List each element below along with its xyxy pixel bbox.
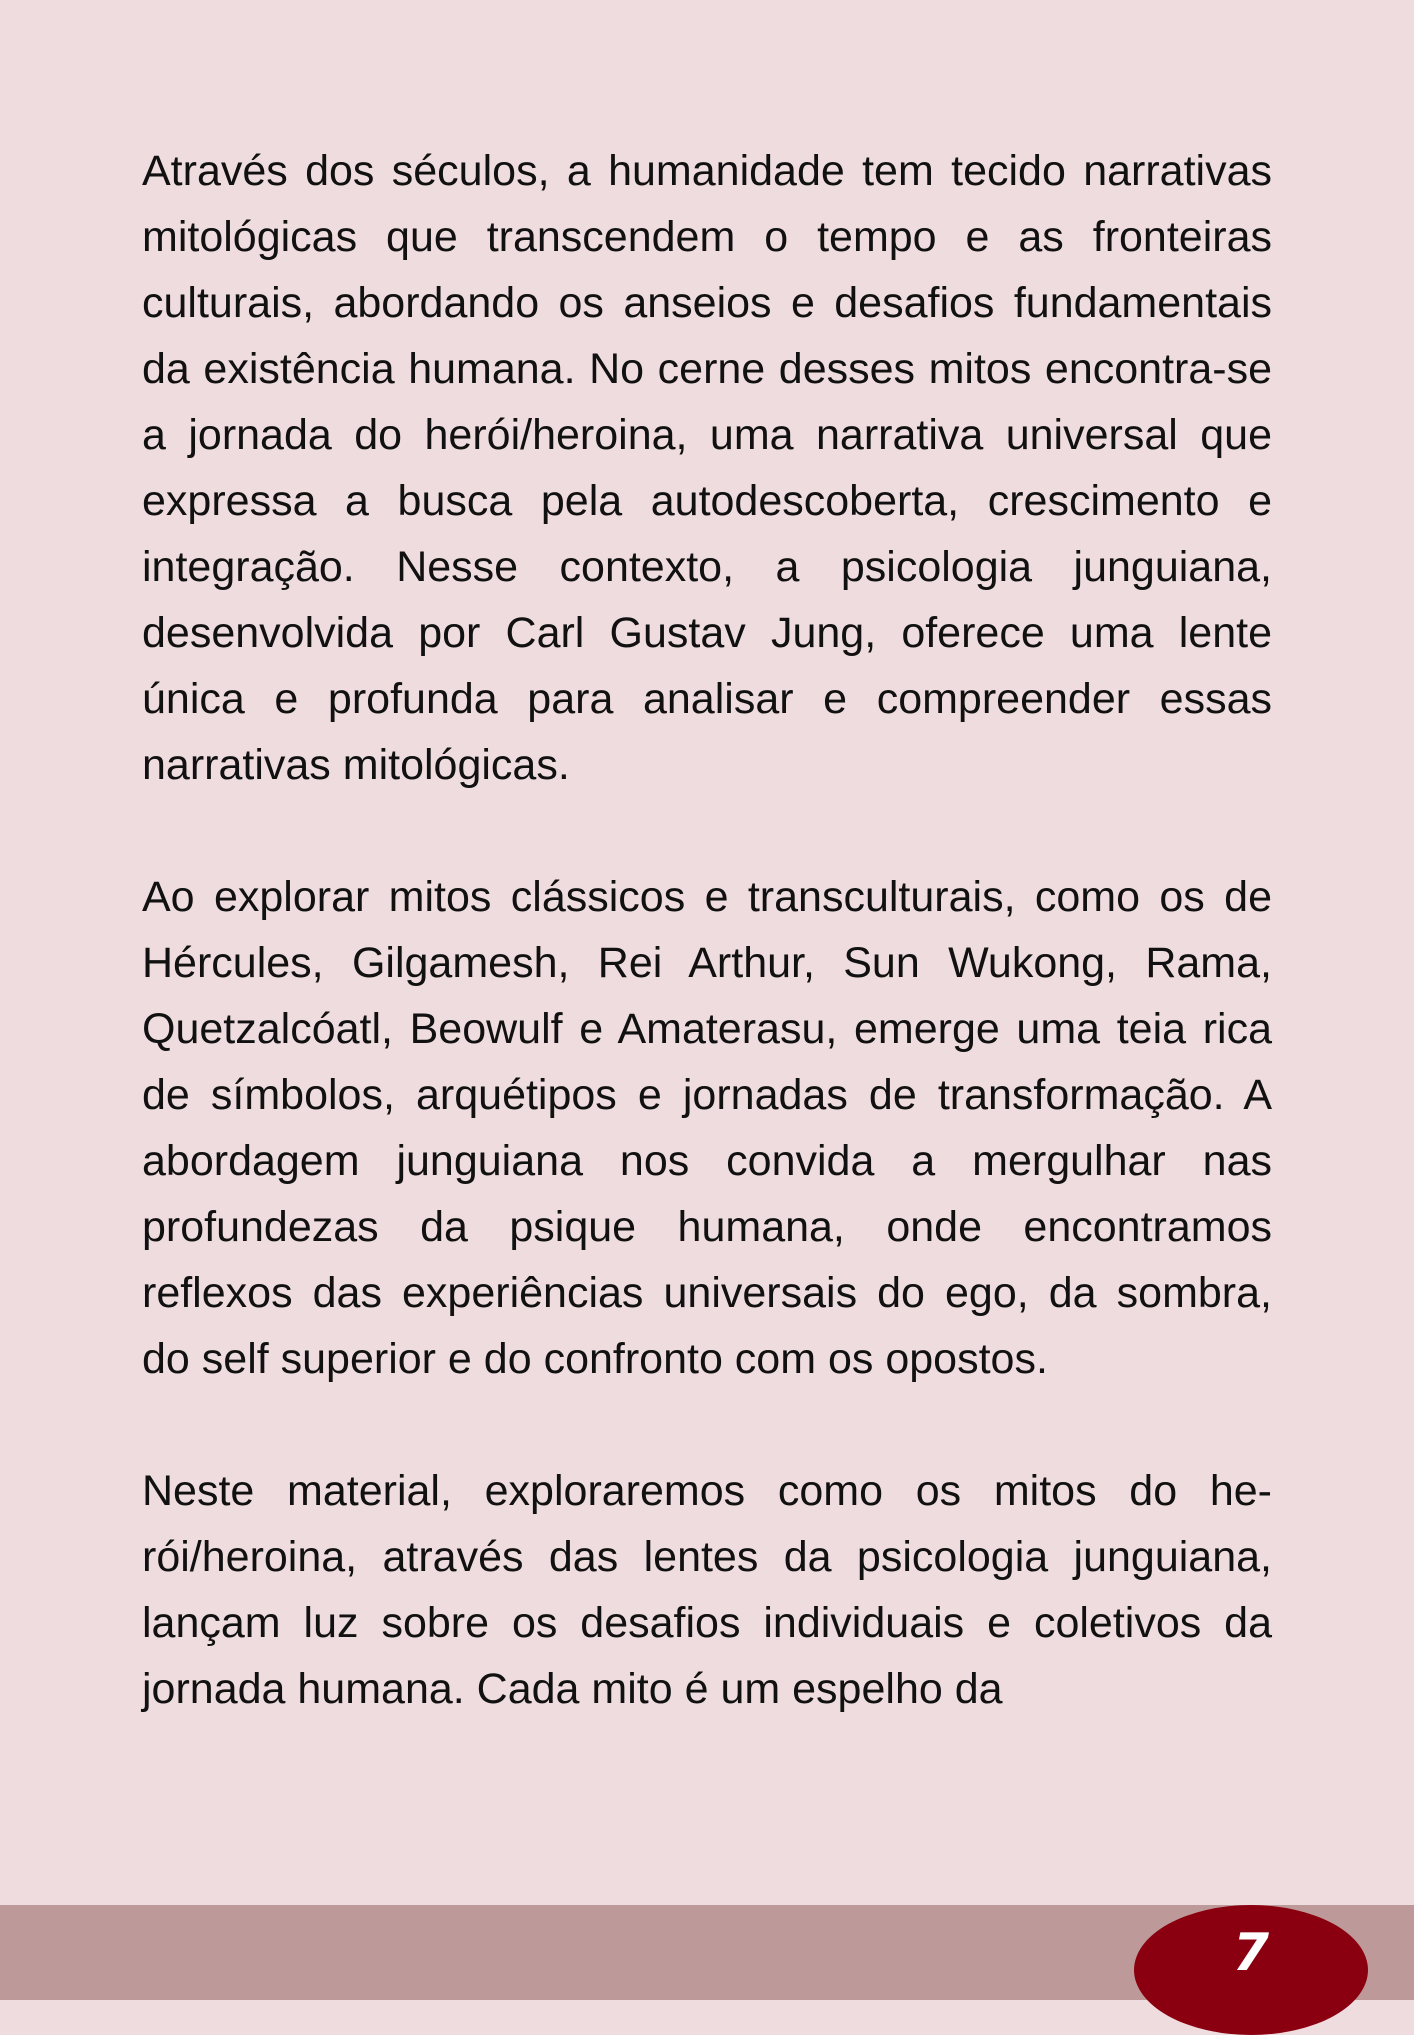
paragraph-3: Neste material, exploraremos como os mitos do herói/heroina, através das lentes da psicologia junguiana, lançam luz sobre os desafios individuais e coletivos da jornada humana. Cada mito é um espelho da: [142, 1467, 1272, 1713]
body-text: [142, 138, 1272, 1722]
paragraph-1: Através dos séculos, a humanidade tem tecido narrativas mitológicas que transcendem o tempo e as fronteiras culturais, abordando os anseios e desafios fundamentais da existência humana. No cerne desses mitos encontra-se a jornada do herói/heroina, uma narrativa universal que expressa a busca pela autodescoberta, crescimento e integração. Nesse contexto, a psicologia junguiana, desenvolvida por Carl Gustav Jung, oferece uma lente única e profunda para analisar e compreender essas narrativas mitológicas.: [142, 147, 1272, 789]
paragraph-2: Ao explorar mitos clássicos e transculturais, como os de Hércules, Gilgamesh, Rei Arthur, Sun Wukong, Rama, Quetzalcóatl, Beowulf e Amaterasu, emerge uma teia rica de símbolos, arquétipos e jornadas de transformação. A abordagem junguiana nos convida a mergulhar nas profundezas da psique humana, onde encontramos reflexos das experiências universais do ego, da sombra, do self superior e do confronto com os opostos.: [142, 873, 1272, 1383]
page-number: 7: [1232, 1922, 1270, 1983]
